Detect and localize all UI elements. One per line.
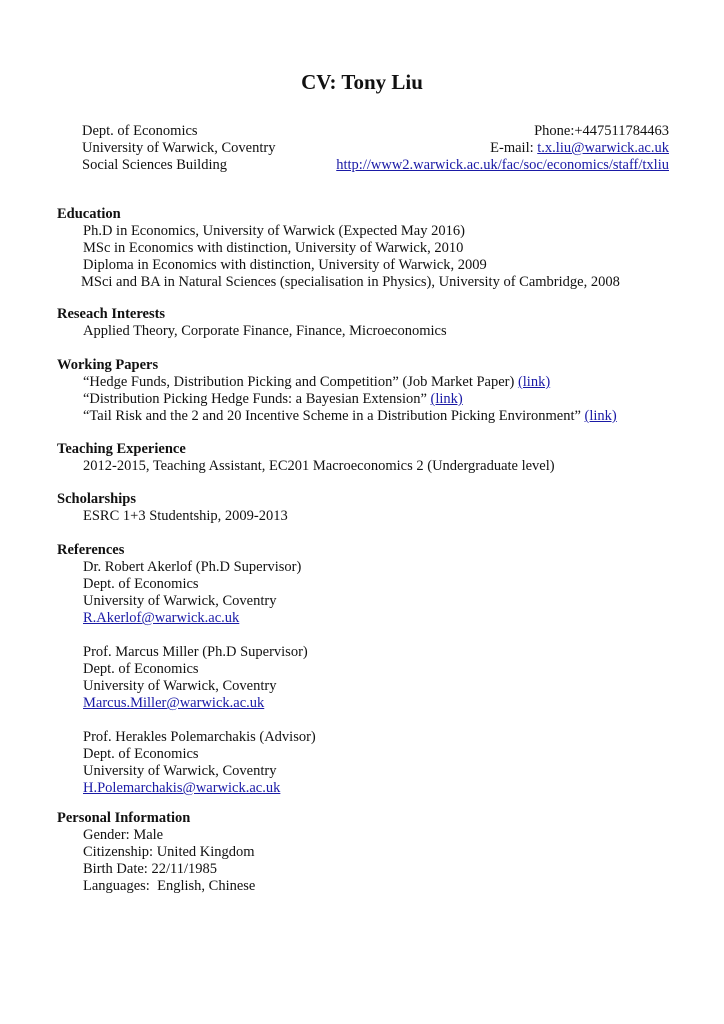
paper-link[interactable]: (link) xyxy=(430,391,463,407)
website-link[interactable]: http://www2.warwick.ac.uk/fac/soc/economics/staff/txliu xyxy=(336,157,669,173)
paper-link[interactable]: (link) xyxy=(517,374,551,390)
scholarship-item: ESRC 1+3 Studentship, 2009-2013 xyxy=(83,508,288,524)
education-item: Diploma in Economics with distinction, University of Warwick, 2009 xyxy=(83,257,487,273)
page-title: CV: Tony Liu xyxy=(301,70,423,94)
personal-section xyxy=(57,810,677,895)
contact-block xyxy=(82,123,669,174)
reference-name: Prof. Herakles Polemarchakis (Advisor) xyxy=(83,729,316,745)
paper-title: “Tail Risk and the 2 and 20 Incentive Scheme in a Distribution Picking Environment” xyxy=(83,408,585,424)
scholarships-section xyxy=(57,491,677,525)
teaching-section xyxy=(57,441,677,475)
paper-item xyxy=(57,391,677,408)
research-section xyxy=(57,306,677,340)
section-heading-teaching: Teaching Experience xyxy=(57,441,186,457)
section-heading-scholarships: Scholarships xyxy=(57,491,136,507)
personal-item: Citizenship: United Kingdom xyxy=(83,844,255,860)
section-heading-education: Education xyxy=(57,206,121,222)
reference-name: Dr. Robert Akerlof (Ph.D Supervisor) xyxy=(83,559,302,575)
references-section xyxy=(57,542,677,797)
reference-email-row xyxy=(57,780,677,797)
email-label: E-mail: xyxy=(490,140,538,156)
contact-email-line xyxy=(490,140,669,157)
paper-item xyxy=(57,374,677,391)
reference-dept: Dept. of Economics xyxy=(83,576,199,592)
section-heading-research: Reseach Interests xyxy=(57,306,166,322)
reference-email-link[interactable]: H.Polemarchakis@warwick.ac.uk xyxy=(83,780,281,796)
section-heading-personal: Personal Information xyxy=(57,810,191,826)
reference-university: University of Warwick, Coventry xyxy=(83,593,277,609)
spacer xyxy=(57,712,677,729)
paper-item xyxy=(57,408,677,425)
paper-title: “Hedge Funds, Distribution Picking and Competition” (Job Market Paper) xyxy=(83,374,518,390)
papers-section xyxy=(57,357,677,425)
paper-title: “Distribution Picking Hedge Funds: a Bayesian Extension” xyxy=(83,391,431,407)
personal-item: Gender: Male xyxy=(83,827,164,843)
reference-dept: Dept. of Economics xyxy=(83,661,199,677)
personal-item: Birth Date: 22/11/1985 xyxy=(83,861,217,877)
contact-row xyxy=(82,157,669,174)
paper-link[interactable]: (link) xyxy=(584,408,617,424)
reference-email-row xyxy=(57,695,677,712)
contact-row xyxy=(82,140,669,157)
teaching-item: 2012-2015, Teaching Assistant, EC201 Macroeconomics 2 (Undergraduate level) xyxy=(83,458,555,474)
education-item: MSc in Economics with distinction, University of Warwick, 2010 xyxy=(83,240,464,256)
contact-building: Social Sciences Building xyxy=(82,157,227,173)
email-link[interactable]: t.x.liu@warwick.ac.uk xyxy=(537,140,669,156)
research-item: Applied Theory, Corporate Finance, Finance, Microeconomics xyxy=(83,323,447,339)
reference-name: Prof. Marcus Miller (Ph.D Supervisor) xyxy=(83,644,308,660)
contact-phone: Phone:+447511784463 xyxy=(534,123,669,139)
reference-email-link[interactable]: Marcus.Miller@warwick.ac.uk xyxy=(83,695,265,711)
section-heading-papers: Working Papers xyxy=(57,357,159,373)
contact-university: University of Warwick, Coventry xyxy=(82,140,276,156)
education-section xyxy=(57,206,677,291)
reference-dept: Dept. of Economics xyxy=(83,746,199,762)
contact-dept: Dept. of Economics xyxy=(82,123,198,139)
contact-row xyxy=(82,123,669,140)
reference-email-link[interactable]: R.Akerlof@warwick.ac.uk xyxy=(83,610,240,626)
personal-item: Languages: English, Chinese xyxy=(83,878,256,894)
education-item: Ph.D in Economics, University of Warwick (Expected May 2016) xyxy=(83,223,465,239)
education-item: MSci and BA in Natural Sciences (specialisation in Physics), University of Cambridge, 2008 xyxy=(81,274,620,290)
reference-university: University of Warwick, Coventry xyxy=(83,678,277,694)
spacer xyxy=(57,627,677,644)
reference-university: University of Warwick, Coventry xyxy=(83,763,277,779)
section-heading-references: References xyxy=(57,542,125,558)
reference-email-row xyxy=(57,610,677,627)
